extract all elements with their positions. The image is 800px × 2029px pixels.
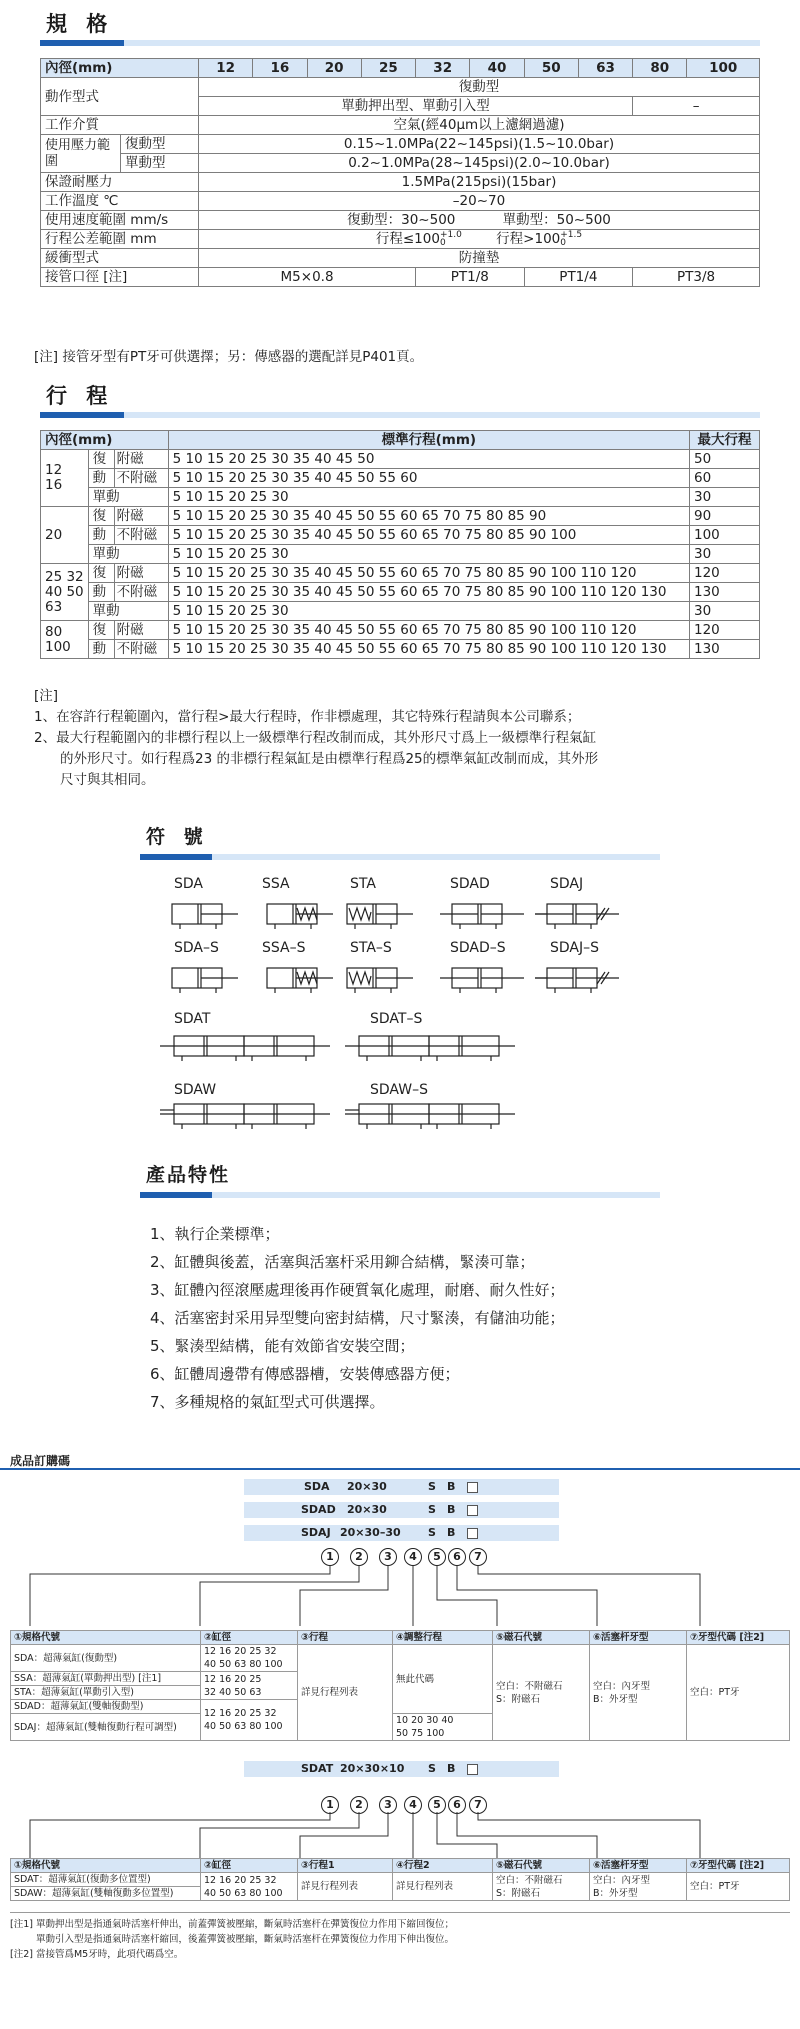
spec-pressure-single: 0.2~1.0MPa(28~145psi)(2.0~10.0bar) [199, 154, 760, 173]
o2-magnet-a: 空白：不附磁石 [496, 1874, 563, 1886]
order-circle-6: 6 [448, 1548, 466, 1566]
stroke-row [41, 526, 760, 545]
symbol-title-bar [140, 854, 660, 860]
stroke-max: 100 [690, 526, 760, 545]
spec-header-row [41, 59, 760, 78]
stroke-row [41, 469, 760, 488]
order-note-1b: 單動引入型是指通氣時活塞杆縮回，後蓋彈簧被壓縮，斷氣時活塞杆在彈簧復位力作用下伸出復位。 [36, 1934, 455, 1945]
stroke-max: 30 [690, 602, 760, 621]
o2-h1: ①規格代號 [11, 1859, 201, 1873]
o1-h2: ②缸徑 [201, 1631, 298, 1645]
spec-note: [注] 接管牙型有PT牙可供選擇；另：傳感器的選配詳見P401頁。 [34, 349, 424, 365]
stroke-h-max: 最大行程 [690, 431, 760, 450]
symbol-label: SDAJ–S [550, 940, 600, 956]
symbol-label: SDAT [174, 1011, 211, 1027]
code-sdad-d: B [447, 1503, 456, 1516]
o2-h7: ⑦牙型代碼 [注2] [687, 1859, 790, 1873]
order-t2-row-sdat [11, 1873, 790, 1887]
stroke-magnet: 不附磁 [114, 640, 168, 659]
code-sda-d: B [447, 1480, 456, 1493]
spec-medium-label: 工作介質 [41, 116, 199, 135]
spec-action-2: 單動押出型、單動引入型 [199, 97, 633, 116]
spec-port-3: PT1/4 [524, 268, 633, 287]
order-code-sdaj [244, 1525, 559, 1541]
code-sdaj-b: 20×30–30 [340, 1526, 401, 1539]
code-sdat-d: B [447, 1762, 456, 1775]
cylinder-symbol-icon [160, 1030, 330, 1062]
stroke-max: 120 [690, 621, 760, 640]
o2-rod [590, 1873, 687, 1901]
code-sdat-a: SDAT [301, 1762, 334, 1775]
stroke-note-1: 1、在容許行程範圍內，當行程>最大行程時，作非標處理，其它特殊行程請與本公司聯系； [34, 709, 581, 725]
order-circle-2: 2 [350, 1548, 368, 1566]
code-sdad-a: SDAD [301, 1503, 336, 1516]
stroke-title: 行 程 [46, 384, 114, 408]
order-circle-3: 3 [379, 1796, 397, 1814]
stroke-row [41, 545, 760, 564]
stroke-row [41, 488, 760, 507]
spec-pressure-double: 0.15~1.0MPa(22~145psi)(1.5~10.0bar) [199, 135, 760, 154]
spec-h-40: 40 [470, 59, 524, 78]
code-sdaj-a: SDAJ [301, 1526, 331, 1539]
order-circle-5: 5 [428, 1796, 446, 1814]
code-sda-b: 20×30 [347, 1480, 387, 1493]
cylinder-symbol-icon [345, 1098, 515, 1130]
order-circle-1: 1 [321, 1548, 339, 1566]
order-t2-header [11, 1859, 790, 1873]
order-circle-6: 6 [448, 1796, 466, 1814]
stroke-type: 動 [88, 640, 114, 659]
symbol-section-header [140, 822, 660, 862]
o1-stroke: 詳見行程列表 [298, 1645, 393, 1741]
order-circle-1: 1 [321, 1796, 339, 1814]
spec-cushion-label: 緩衝型式 [41, 249, 199, 268]
symbol-title: 符 號 [146, 826, 209, 848]
o1-r23-bore [201, 1672, 298, 1700]
stroke-standard: 5 10 15 20 25 30 35 40 45 50 55 60 65 70 75 80 85 90 100 [168, 526, 689, 545]
o2-h3: ③行程1 [298, 1859, 393, 1873]
order-circle-2: 2 [350, 1796, 368, 1814]
o2-bore-a: 12 16 20 25 32 [204, 1874, 277, 1886]
o1-h3: ③行程 [298, 1631, 393, 1645]
stroke-magnet: 附磁 [114, 564, 168, 583]
features-title-bar [140, 1192, 660, 1198]
code-sdad-c: S [428, 1503, 436, 1516]
symbol-label: SDAD [450, 876, 490, 892]
features-section-header [140, 1160, 660, 1200]
spec-tolerance-label: 行程公差範圍 mm [41, 230, 199, 249]
spec-cushion: 防撞墊 [199, 249, 760, 268]
stroke-magnet: 不附磁 [114, 469, 168, 488]
spec-speed-single: 單動型：50~500 [502, 212, 611, 228]
cylinder-symbol-icon [255, 962, 340, 994]
stroke-max: 60 [690, 469, 760, 488]
stroke-max: 130 [690, 583, 760, 602]
spec-h-32: 32 [416, 59, 470, 78]
stroke-note-2c: 尺寸與其相同。 [60, 772, 155, 788]
spec-port-4: PT3/8 [633, 268, 760, 287]
spec-section-header [40, 8, 760, 48]
o1-r45-bore-b: 40 50 63 80 100 [204, 1721, 283, 1732]
spec-title: 規 格 [46, 12, 114, 36]
spec-title-bar [40, 40, 760, 46]
o1-r1-bore [201, 1645, 298, 1672]
code-sdat-box [467, 1761, 478, 1777]
spec-tol-a-sub: 0 [439, 238, 446, 248]
stroke-magnet: 不附磁 [114, 526, 168, 545]
spec-row-speed [41, 211, 760, 230]
o1-rod-b: B：外牙型 [593, 1693, 638, 1705]
stroke-type: 動 [88, 469, 114, 488]
stroke-max: 30 [690, 545, 760, 564]
spec-row-temp [41, 192, 760, 211]
feature-item-3: 3、缸體內徑滾壓處理後再作硬質氧化處理，耐磨、耐久性好； [150, 1281, 565, 1299]
stroke-header-row [41, 431, 760, 450]
spec-row-medium [41, 116, 760, 135]
stroke-title-bar [40, 412, 760, 418]
spec-row-pressure-double [41, 135, 760, 154]
stroke-bore: 20 [41, 507, 89, 564]
order-code-sdad [244, 1502, 559, 1518]
code-sda-c: S [428, 1480, 436, 1493]
spec-h-100: 100 [687, 59, 760, 78]
symbol-label: SSA [262, 876, 290, 892]
o2-rod-b: B：外牙型 [593, 1887, 638, 1899]
spec-pressure-label: 使用壓力範圍 [41, 135, 121, 173]
order-circle-4: 4 [404, 1796, 422, 1814]
o2-magnet [493, 1873, 590, 1901]
stroke-standard: 5 10 15 20 25 30 35 40 45 50 55 60 65 70 75 80 85 90 100 110 120 [168, 621, 689, 640]
spec-tol-b-sup: +1.5 [560, 230, 583, 240]
spec-pressure-single-label: 單動型 [121, 154, 199, 173]
symbol-label: SDAW–S [370, 1082, 428, 1098]
order-table-1 [10, 1630, 790, 1741]
o1-h5: ⑤磁石代號 [493, 1631, 590, 1645]
feature-item-7: 7、多種規格的氣缸型式可供選擇。 [150, 1393, 385, 1411]
stroke-standard: 5 10 15 20 25 30 35 40 45 50 55 60 65 70 75 80 85 90 100 110 120 [168, 564, 689, 583]
feature-item-1: 1、執行企業標準； [150, 1225, 280, 1243]
stroke-type: 復 [88, 621, 114, 640]
cylinder-symbol-icon [160, 898, 245, 930]
stroke-type: 動 [88, 583, 114, 602]
spec-h-25: 25 [361, 59, 415, 78]
o1-h6: ⑥活塞杆牙型 [590, 1631, 687, 1645]
spec-action-2-dash: – [633, 97, 760, 116]
stroke-max: 30 [690, 488, 760, 507]
o1-r1-bore-b: 40 50 63 80 100 [204, 1659, 283, 1670]
symbol-label: SSA–S [262, 940, 306, 956]
spec-pressure-double-label: 復動型 [121, 135, 199, 154]
o1-r23-bore-b: 32 40 50 63 [204, 1686, 262, 1698]
cylinder-symbol-icon [345, 1030, 515, 1062]
cylinder-symbol-icon [255, 898, 340, 930]
spec-port-1: M5×0.8 [199, 268, 416, 287]
cylinder-symbol-icon [160, 1098, 330, 1130]
o2-magnet-b: S：附磁石 [496, 1887, 541, 1899]
spec-temp-label: 工作溫度 ℃ [41, 192, 199, 211]
o1-r1-spec: SDA：超薄氣缸(復動型) [11, 1645, 201, 1672]
o1-r23-bore-a: 12 16 20 25 [204, 1673, 262, 1685]
o2-r2-spec: SDAW：超薄氣缸(雙軸復動多位置型) [11, 1887, 201, 1901]
spec-proof-label: 保證耐壓力 [41, 173, 199, 192]
order-t1-row-sda [11, 1645, 790, 1672]
code-sda-box [467, 1479, 478, 1495]
cylinder-symbol-icon [535, 962, 620, 994]
stroke-magnet: 附磁 [114, 450, 168, 469]
order-t1-header [11, 1631, 790, 1645]
code-sdaj-c: S [428, 1526, 436, 1539]
spec-row-port [41, 268, 760, 287]
spec-speed-label: 使用速度範圍 mm/s [41, 211, 199, 230]
stroke-note-head: [注] [34, 688, 59, 704]
stroke-h-std: 標準行程(mm) [168, 431, 689, 450]
spec-action-1: 復動型 [199, 78, 760, 97]
spec-row-proof [41, 173, 760, 192]
order-circle-3: 3 [379, 1548, 397, 1566]
symbol-label: SDA [174, 876, 203, 892]
feature-item-6: 6、缸體周邊帶有傳感器槽，安裝傳感器方便； [150, 1365, 460, 1383]
spec-h-63: 63 [578, 59, 632, 78]
stroke-type: 復 [88, 507, 114, 526]
spec-tolerance-a: 行程≤100 [375, 231, 440, 247]
stroke-standard: 5 10 15 20 25 30 35 40 45 50 55 60 65 70 75 80 85 90 100 110 120 130 [168, 583, 689, 602]
spec-speed-double: 復動型：30~500 [347, 212, 456, 228]
cylinder-symbol-icon [160, 962, 245, 994]
stroke-row [41, 583, 760, 602]
o1-h4: ④調整行程 [393, 1631, 493, 1645]
spec-tol-b-sub: 0 [560, 238, 566, 248]
order-leader-lines-1 [0, 1560, 800, 1630]
features-title: 產品特性 [146, 1164, 231, 1186]
order-code-sda [244, 1479, 559, 1495]
stroke-max: 50 [690, 450, 760, 469]
stroke-type: 單動 [88, 602, 168, 621]
stroke-max: 90 [690, 507, 760, 526]
stroke-standard: 5 10 15 20 25 30 35 40 45 50 [168, 450, 689, 469]
cylinder-symbol-icon [535, 898, 620, 930]
order-circle-5: 5 [428, 1548, 446, 1566]
o2-r1-spec: SDAT：超薄氣缸(復動多位置型) [11, 1873, 201, 1887]
spec-row-pressure-single [41, 154, 760, 173]
cylinder-symbol-icon [440, 898, 525, 930]
spec-speed [199, 211, 760, 230]
code-sdad-box [467, 1502, 478, 1518]
spec-h-80: 80 [633, 59, 687, 78]
stroke-row [41, 450, 760, 469]
stroke-bore: 80 100 [41, 621, 89, 659]
spec-port-label: 接管口徑 [注] [41, 268, 199, 287]
order-leader-lines-2 [0, 1808, 800, 1860]
feature-item-5: 5、緊湊型結構，能有效節省安裝空間； [150, 1337, 415, 1355]
spec-row-action [41, 78, 760, 97]
code-sdat-b: 20×30×10 [340, 1762, 405, 1775]
o1-adjust: 無此代碼 [393, 1645, 493, 1714]
stroke-type: 單動 [88, 488, 168, 507]
stroke-standard: 5 10 15 20 25 30 35 40 45 50 55 60 65 70 75 80 85 90 [168, 507, 689, 526]
o2-rod-a: 空白：內牙型 [593, 1874, 651, 1886]
o1-r4-spec: SDAD：超薄氣缸(雙軸復動型) [11, 1700, 201, 1714]
stroke-type: 復 [88, 564, 114, 583]
o1-thread: 空白：PT牙 [687, 1645, 790, 1741]
spec-h-20: 20 [307, 59, 361, 78]
o2-stroke1: 詳見行程列表 [298, 1873, 393, 1901]
spec-h-12: 12 [199, 59, 253, 78]
symbol-label: SDAT–S [370, 1011, 423, 1027]
o2-h5: ⑤磁石代號 [493, 1859, 590, 1873]
stroke-type: 復 [88, 450, 114, 469]
spec-proof: 1.5MPa(215psi)(15bar) [199, 173, 760, 192]
stroke-standard: 5 10 15 20 25 30 35 40 45 50 55 60 65 70 75 80 85 90 100 110 120 130 [168, 640, 689, 659]
o2-h2: ②缸徑 [201, 1859, 298, 1873]
symbol-label: SDA–S [174, 940, 219, 956]
stroke-bore: 12 16 [41, 450, 89, 507]
stroke-row [41, 621, 760, 640]
o1-magnet-a: 空白：不附磁石 [496, 1680, 563, 1692]
stroke-note-2a: 2、最大行程範圍內的非標行程以上一級標準行程改制而成，其外形尺寸爲上一級標準行程氣缸 [34, 730, 597, 746]
code-sda-a: SDA [304, 1480, 330, 1493]
o2-thread: 空白：PT牙 [687, 1873, 790, 1901]
o1-rod [590, 1645, 687, 1741]
cylinder-symbol-icon [335, 962, 420, 994]
code-sdaj-d: B [447, 1526, 456, 1539]
spec-tol-a-sup: +1.0 [439, 230, 462, 240]
stroke-standard: 5 10 15 20 25 30 35 40 45 50 55 60 [168, 469, 689, 488]
stroke-section-header [40, 380, 760, 420]
o1-r45-bore [201, 1700, 298, 1741]
code-sdaj-box [467, 1525, 478, 1541]
stroke-magnet: 不附磁 [114, 583, 168, 602]
spec-table [40, 58, 760, 287]
o2-stroke2: 詳見行程列表 [393, 1873, 493, 1901]
o1-r3-spec: STA：超薄氣缸(單動引入型) [11, 1686, 201, 1700]
order-bottom-line [10, 1912, 790, 1913]
o1-magnet [493, 1645, 590, 1741]
order-table-2 [10, 1858, 790, 1901]
code-sdat-c: S [428, 1762, 436, 1775]
spec-h-bore: 內徑(mm) [41, 59, 199, 78]
feature-item-4: 4、活塞密封采用异型雙向密封結構，尺寸緊湊，有儲油功能； [150, 1309, 565, 1327]
stroke-row [41, 564, 760, 583]
order-note-2: [注2] 當接管爲M5牙時，此項代碼爲空。 [10, 1949, 184, 1960]
spec-h-50: 50 [524, 59, 578, 78]
stroke-row [41, 640, 760, 659]
order-title-line [0, 1468, 800, 1470]
order-circle-4: 4 [404, 1548, 422, 1566]
o1-r2-spec: SSA：超薄氣缸(單動押出型) [注1] [11, 1672, 201, 1686]
stroke-max: 130 [690, 640, 760, 659]
spec-tolerance-b: 行程>100 [496, 231, 561, 247]
order-circle-7: 7 [469, 1796, 487, 1814]
o1-h7: ⑦牙型代碼 [注2] [687, 1631, 790, 1645]
order-note-1a: [注1] 單動押出型是指通氣時活塞杆伸出，前蓋彈簧被壓縮，斷氣時活塞杆在彈簧復位力作用下縮回復位； [10, 1919, 454, 1930]
stroke-h-bore: 內徑(mm) [41, 431, 169, 450]
o1-h1: ①規格代號 [11, 1631, 201, 1645]
spec-row-tolerance [41, 230, 760, 249]
feature-item-2: 2、缸體與後蓋，活塞與活塞杆采用鉚合結構，緊湊可靠； [150, 1253, 535, 1271]
o1-adjust-b [393, 1714, 493, 1741]
spec-tolerance [199, 230, 760, 249]
stroke-bore: 25 32 40 50 63 [41, 564, 89, 621]
stroke-standard: 5 10 15 20 25 30 [168, 488, 689, 507]
cylinder-symbol-icon [335, 898, 420, 930]
o1-r5-spec: SDAJ：超薄氣缸(雙軸復動行程可調型) [11, 1714, 201, 1741]
stroke-type: 單動 [88, 545, 168, 564]
o2-bore [201, 1873, 298, 1901]
symbol-label: STA [350, 876, 376, 892]
cylinder-symbol-icon [440, 962, 525, 994]
stroke-magnet: 附磁 [114, 621, 168, 640]
spec-h-16: 16 [253, 59, 307, 78]
order-code-sdat [244, 1761, 559, 1777]
o2-bore-b: 40 50 63 80 100 [204, 1887, 283, 1899]
code-sdad-b: 20×30 [347, 1503, 387, 1516]
symbol-label: SDAJ [550, 876, 584, 892]
order-title: 成品訂購碼 [10, 1454, 71, 1468]
spec-port-2: PT1/8 [416, 268, 525, 287]
spec-medium: 空氣(經40μm以上濾網過濾) [199, 116, 760, 135]
o1-magnet-b: S：附磁石 [496, 1693, 541, 1705]
symbol-label: SDAW [174, 1082, 217, 1098]
o1-adjust-b1: 10 20 30 40 [396, 1715, 454, 1726]
stroke-row [41, 507, 760, 526]
o1-rod-a: 空白：內牙型 [593, 1680, 651, 1692]
spec-action-label: 動作型式 [41, 78, 199, 116]
stroke-max: 120 [690, 564, 760, 583]
o1-r45-bore-a: 12 16 20 25 32 [204, 1708, 277, 1719]
spec-temp: –20~70 [199, 192, 760, 211]
o1-r1-bore-a: 12 16 20 25 32 [204, 1646, 277, 1657]
o1-adjust-b2: 50 75 100 [396, 1728, 445, 1739]
stroke-type: 動 [88, 526, 114, 545]
stroke-standard: 5 10 15 20 25 30 [168, 545, 689, 564]
stroke-magnet: 附磁 [114, 507, 168, 526]
stroke-note-2b: 的外形尺寸。如行程爲23 的非標行程氣缸是由標準行程爲25的標準氣缸改制而成，其外形 [60, 751, 599, 767]
o2-h4: ④行程2 [393, 1859, 493, 1873]
symbol-label: SDAD–S [450, 940, 506, 956]
order-circle-7: 7 [469, 1548, 487, 1566]
stroke-standard: 5 10 15 20 25 30 [168, 602, 689, 621]
stroke-row [41, 602, 760, 621]
symbol-label: STA–S [350, 940, 392, 956]
stroke-table [40, 430, 760, 659]
o2-h6: ⑥活塞杆牙型 [590, 1859, 687, 1873]
spec-row-cushion [41, 249, 760, 268]
